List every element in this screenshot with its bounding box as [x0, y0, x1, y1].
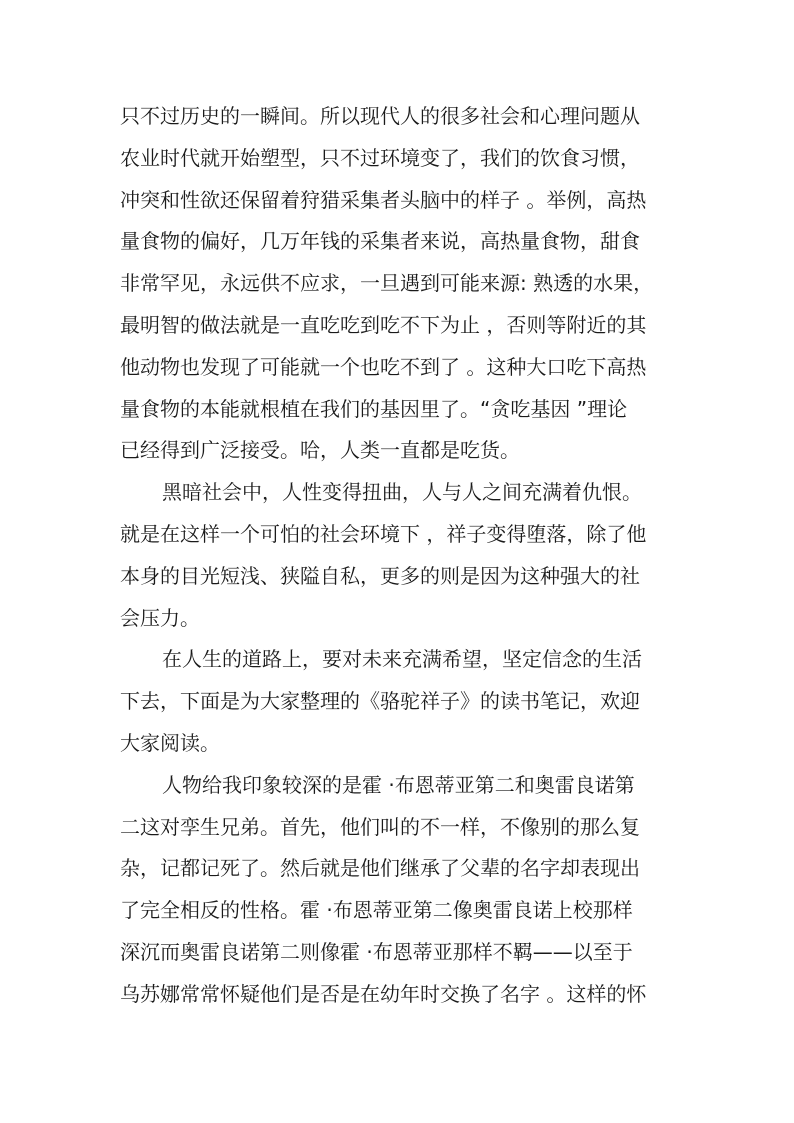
text-line: 冲突和性欲还保留着狩猎采集者头脑中的样子 。举例，高热	[120, 187, 647, 212]
text-line: 下去，下面是为大家整理的《骆驼祥子》的读书笔记，欢迎	[120, 689, 640, 714]
paragraph-start-line: 黑暗社会中，人性变得扭曲，人与人之间充满着仇恨。	[162, 480, 642, 505]
text-line: 非常罕见，永远供不应求，一旦遇到可能来源: 熟透的水果，	[120, 271, 654, 296]
text-line: 他动物也发现了可能就一个也吃不到了 。这种大口吃下高热	[120, 354, 647, 379]
text-line: 二这对孪生兄弟。首先，他们叫的不一样，不像别的那么复	[120, 814, 640, 839]
text-line: 量食物的偏好，几万年钱的采集者来说，高热量食物，甜食	[120, 229, 640, 254]
text-line: 深沉而奥雷良诺第二则像霍 ·布恩蒂亚那样不羁——以至于	[120, 939, 633, 964]
text-line: 量食物的本能就根植在我们的基因里了。“贪吃基因 ”理论	[120, 396, 628, 421]
text-line: 大家阅读。	[120, 730, 220, 755]
text-line: 会压力。	[120, 605, 200, 630]
text-line: 就是在这样一个可怕的社会环境下 ，祥子变得堕落，除了他	[120, 521, 647, 546]
document-body	[120, 96, 680, 1016]
text-line: 乌苏娜常常怀疑他们是否是在幼年时交换了名字 。这样的怀	[120, 981, 647, 1006]
paragraph-start-line: 人物给我印象较深的是霍 ·布恩蒂亚第二和奥雷良诺第	[162, 772, 635, 797]
text-line: 只不过历史的一瞬间。所以现代人的很多社会和心理问题从	[120, 104, 640, 128]
text-line: 杂，记都记死了。然后就是他们继承了父辈的名字却表现出	[120, 856, 640, 881]
paragraph-start-line: 在人生的道路上，要对未来充满希望，坚定信念的生活	[162, 647, 642, 672]
text-line: 本身的目光短浅、狭隘自私，更多的则是因为这种强大的社	[120, 563, 640, 588]
text-line: 农业时代就开始塑型，只不过环境变了，我们的饮食习惯，	[120, 145, 640, 170]
text-line: 了完全相反的性格。霍 ·布恩蒂亚第二像奥雷良诺上校那样	[120, 898, 633, 923]
text-line: 已经得到广泛接受。哈，人类一直都是吃货。	[120, 438, 520, 463]
text-line: 最明智的做法就是一直吃吃到吃不下为止 ，否则等附近的其	[120, 312, 647, 337]
